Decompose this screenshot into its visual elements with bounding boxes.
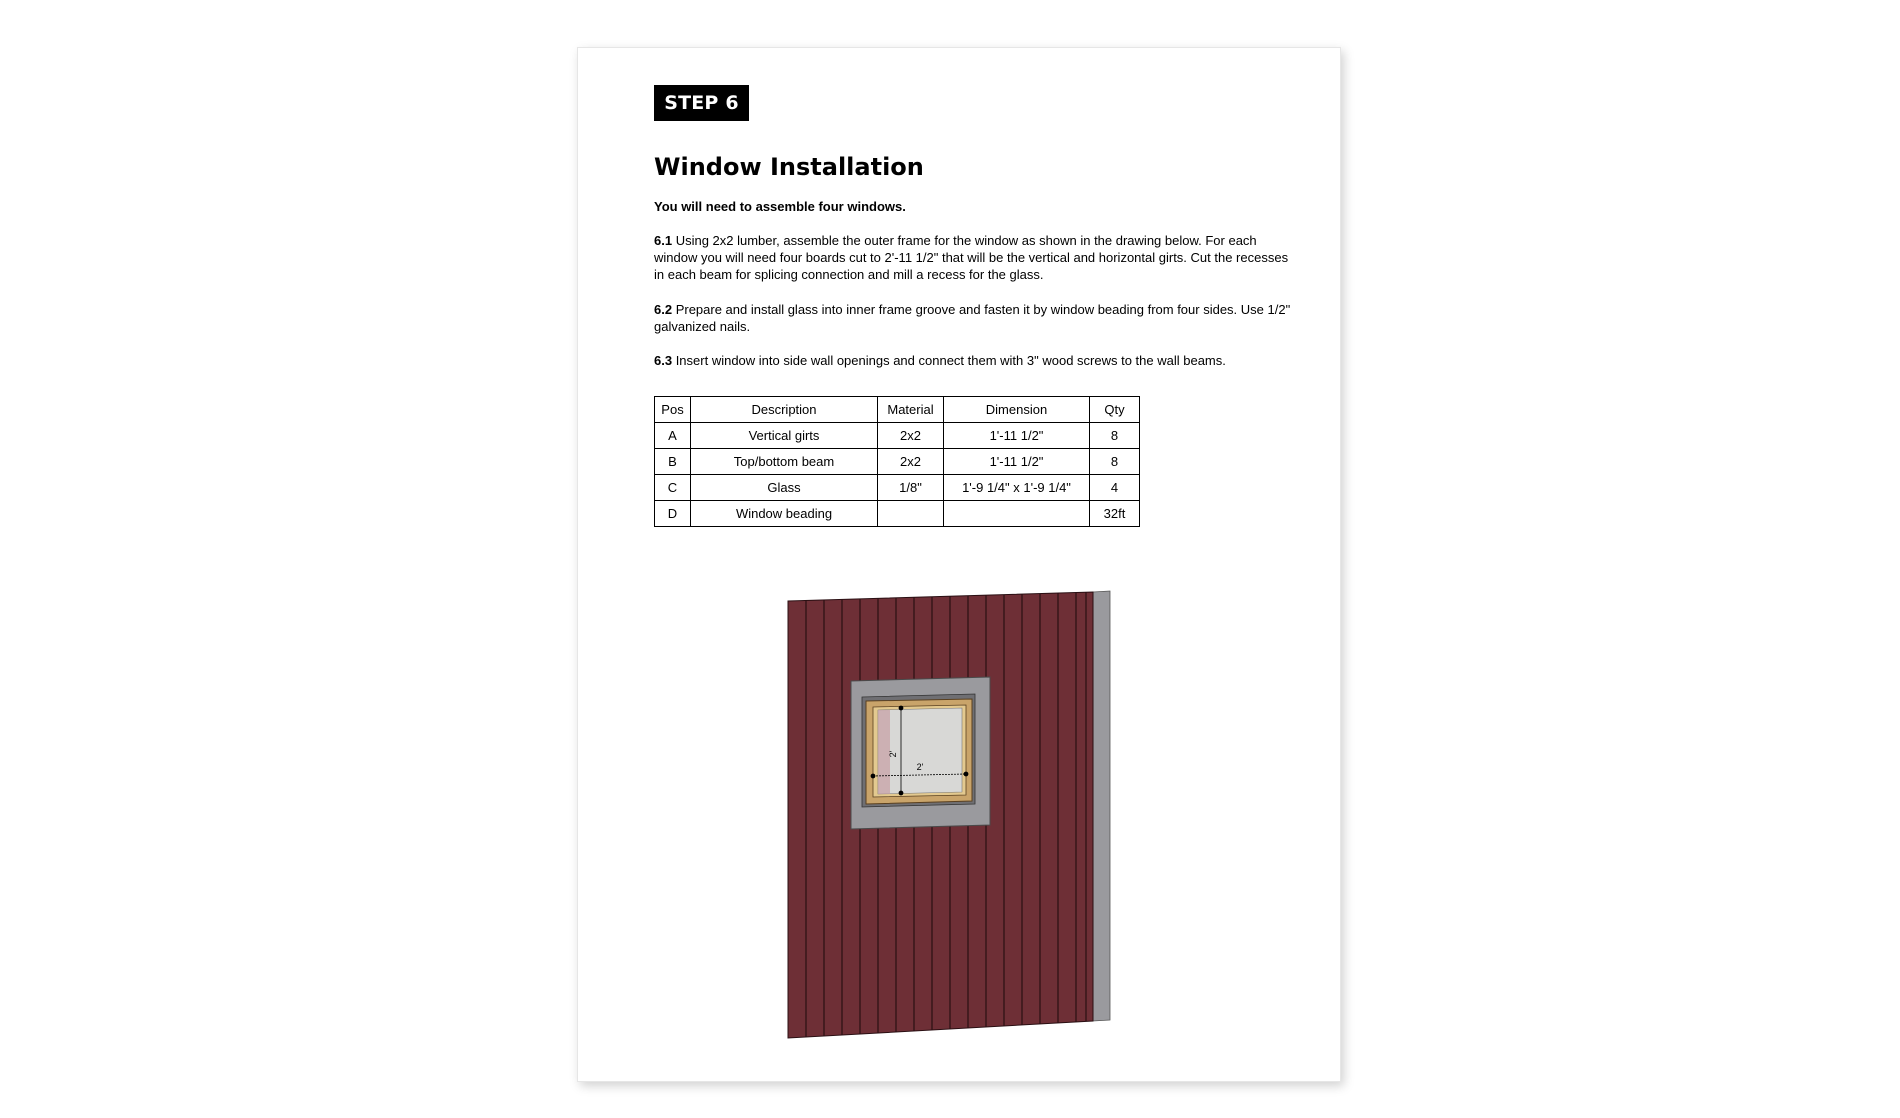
wall-window-drawing [578,48,1340,1081]
intro-text: You will need to assemble four windows. [654,199,906,214]
cell-description: Top/bottom beam [691,449,878,475]
cell-material: 2x2 [878,423,944,449]
dimension-label-horizontal: 2' [916,762,924,772]
cell-qty: 8 [1090,449,1140,475]
dimension-label-vertical: 2' [888,750,898,758]
cell-pos: D [655,501,691,527]
paragraph-text: Insert window into side wall openings and connect them with 3" wood screws to the wall beams. [672,353,1226,368]
cell-description: Vertical girts [691,423,878,449]
cell-qty: 4 [1090,475,1140,501]
cell-dimension: 1'-9 1/4" x 1'-9 1/4" [944,475,1090,501]
step-number: 6.2 [654,302,673,317]
instruction-page [577,47,1341,1082]
cell-pos: B [655,449,691,475]
cell-dimension: 1'-11 1/2" [944,423,1090,449]
header-material: Material [878,397,944,423]
cell-qty: 8 [1090,423,1140,449]
header-qty: Qty [1090,397,1140,423]
page-title: Window Installation [654,153,924,181]
paragraph-text: Using 2x2 lumber, assemble the outer frame for the window as shown in the drawing below. For each window you will need four boards cut to 2'-11 1/2" that will be the vertical and horizontal girts. Cut the recesses in each beam for splicing connection and mill a recess for the glass. [654,233,1289,282]
header-description: Description [691,397,878,423]
step-badge: STEP 6 [654,85,749,121]
wall-edge-trim [1093,591,1110,1021]
step-number: 6.3 [654,353,673,368]
cell-material: 1/8" [878,475,944,501]
paragraph-text: Prepare and install glass into inner frame groove and fasten it by window beading from four sides. Use 1/2" galvanized nails. [654,302,1291,334]
header-pos: Pos [655,397,691,423]
header-dimension: Dimension [944,397,1090,423]
cell-pos: C [655,475,691,501]
cell-material: 2x2 [878,449,944,475]
cell-dimension: 1'-11 1/2" [944,449,1090,475]
cell-description: Glass [691,475,878,501]
cell-qty: 32ft [1090,501,1140,527]
step-number: 6.1 [654,233,673,248]
cell-pos: A [655,423,691,449]
cell-description: Window beading [691,501,878,527]
